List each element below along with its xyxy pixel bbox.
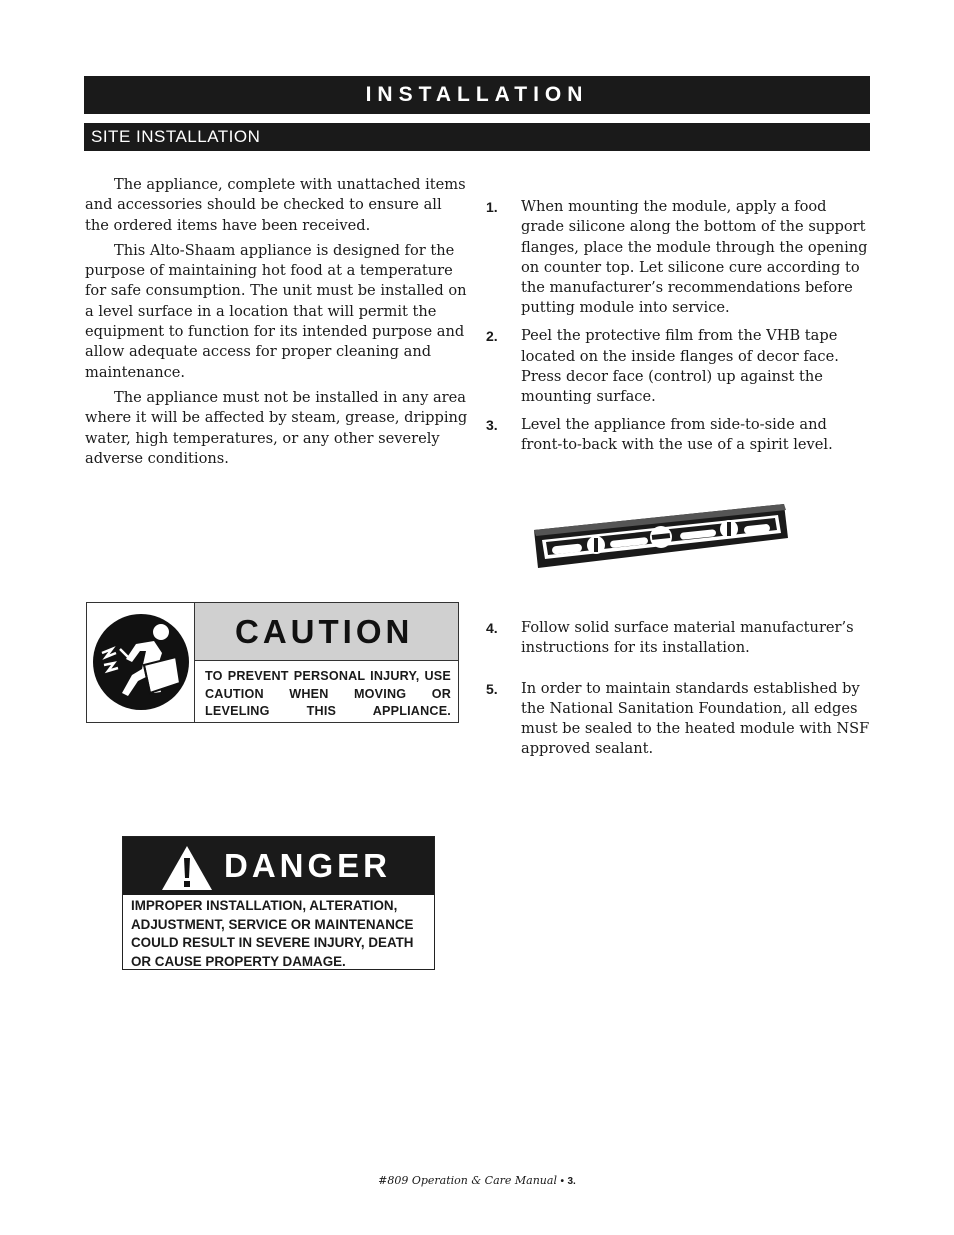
step-number: 4.	[486, 620, 498, 636]
install-step	[486, 326, 871, 407]
caution-icon-cell	[87, 603, 195, 722]
step-text: Level the appliance from side-to-side and front-to-back with the use of a spirit level.	[521, 415, 833, 454]
intro-text	[85, 175, 469, 474]
section-heading: SITE INSTALLATION	[84, 123, 870, 151]
install-step	[486, 679, 871, 760]
danger-header	[123, 837, 434, 895]
step-number: 1.	[486, 199, 498, 215]
install-step	[486, 618, 871, 659]
intro-paragraph: This Alto-Shaam appliance is designed for the purpose of maintaining hot food at a temperature for safe consumption. The unit must be installed on a level surface in a location that will permit the equipment to function for its intended purpose and allow adequate access for proper cleaning and maintenance.	[85, 241, 467, 381]
caution-text: TO PREVENT PERSONAL INJURY, USE CAUTION WHEN MOVING OR LEVELING THIS APPLIANCE.	[205, 669, 451, 718]
step-number: 5.	[486, 680, 498, 697]
step-text: Peel the protective film from the VHB tape located on the inside flanges of decor face. Press decor face (control) up against the mounting surface.	[521, 327, 839, 406]
caution-heading: CAUTION	[195, 603, 458, 661]
step-number: 3.	[486, 416, 498, 433]
install-steps-list	[486, 197, 871, 463]
step-number: 2.	[486, 328, 498, 345]
page-footer	[0, 1174, 954, 1187]
danger-notice	[122, 836, 435, 970]
danger-heading: DANGER	[224, 847, 392, 884]
step-text: When mounting the module, apply a food grade silicone along the bottom of the support flanges, place the module through the opening on counter top. Let silicone cure according to the manufacturer’s recommendations before putting module into service.	[521, 198, 868, 317]
warning-triangle-icon	[161, 845, 213, 891]
page-number: 3.	[567, 1176, 576, 1187]
step-text: Follow solid surface material manufacturer’s instructions for its installation.	[521, 619, 854, 657]
lifting-injury-icon	[92, 613, 190, 711]
install-step	[486, 197, 871, 319]
page-title: INSTALLATION	[84, 76, 870, 114]
danger-text: IMPROPER INSTALLATION, ALTERATION, ADJUSTMENT, SERVICE OR MAINTENANCE COULD RESULT IN SEVERE INJURY, DEATH OR CAUSE PROPERTY DAMAGE.	[131, 898, 414, 969]
intro-paragraph: The appliance, complete with unattached items and accessories should be checked to ensure all the ordered items have been received.	[85, 176, 466, 234]
footer-bullet: •	[560, 1176, 564, 1187]
step-text: In order to maintain standards established by the National Sanitation Foundation, all edges must be sealed to the heated module with NSF approved sealant.	[521, 679, 870, 758]
install-step	[486, 415, 871, 456]
caution-notice	[86, 602, 459, 723]
install-steps-list	[486, 618, 871, 780]
spirit-level-icon	[530, 500, 792, 576]
footer-manual-title: #809 Operation & Care Manual	[378, 1174, 557, 1187]
intro-paragraph: The appliance must not be installed in any area where it will be affected by steam, grease, dripping water, high temperatures, or any other severely adverse conditions.	[85, 388, 468, 467]
